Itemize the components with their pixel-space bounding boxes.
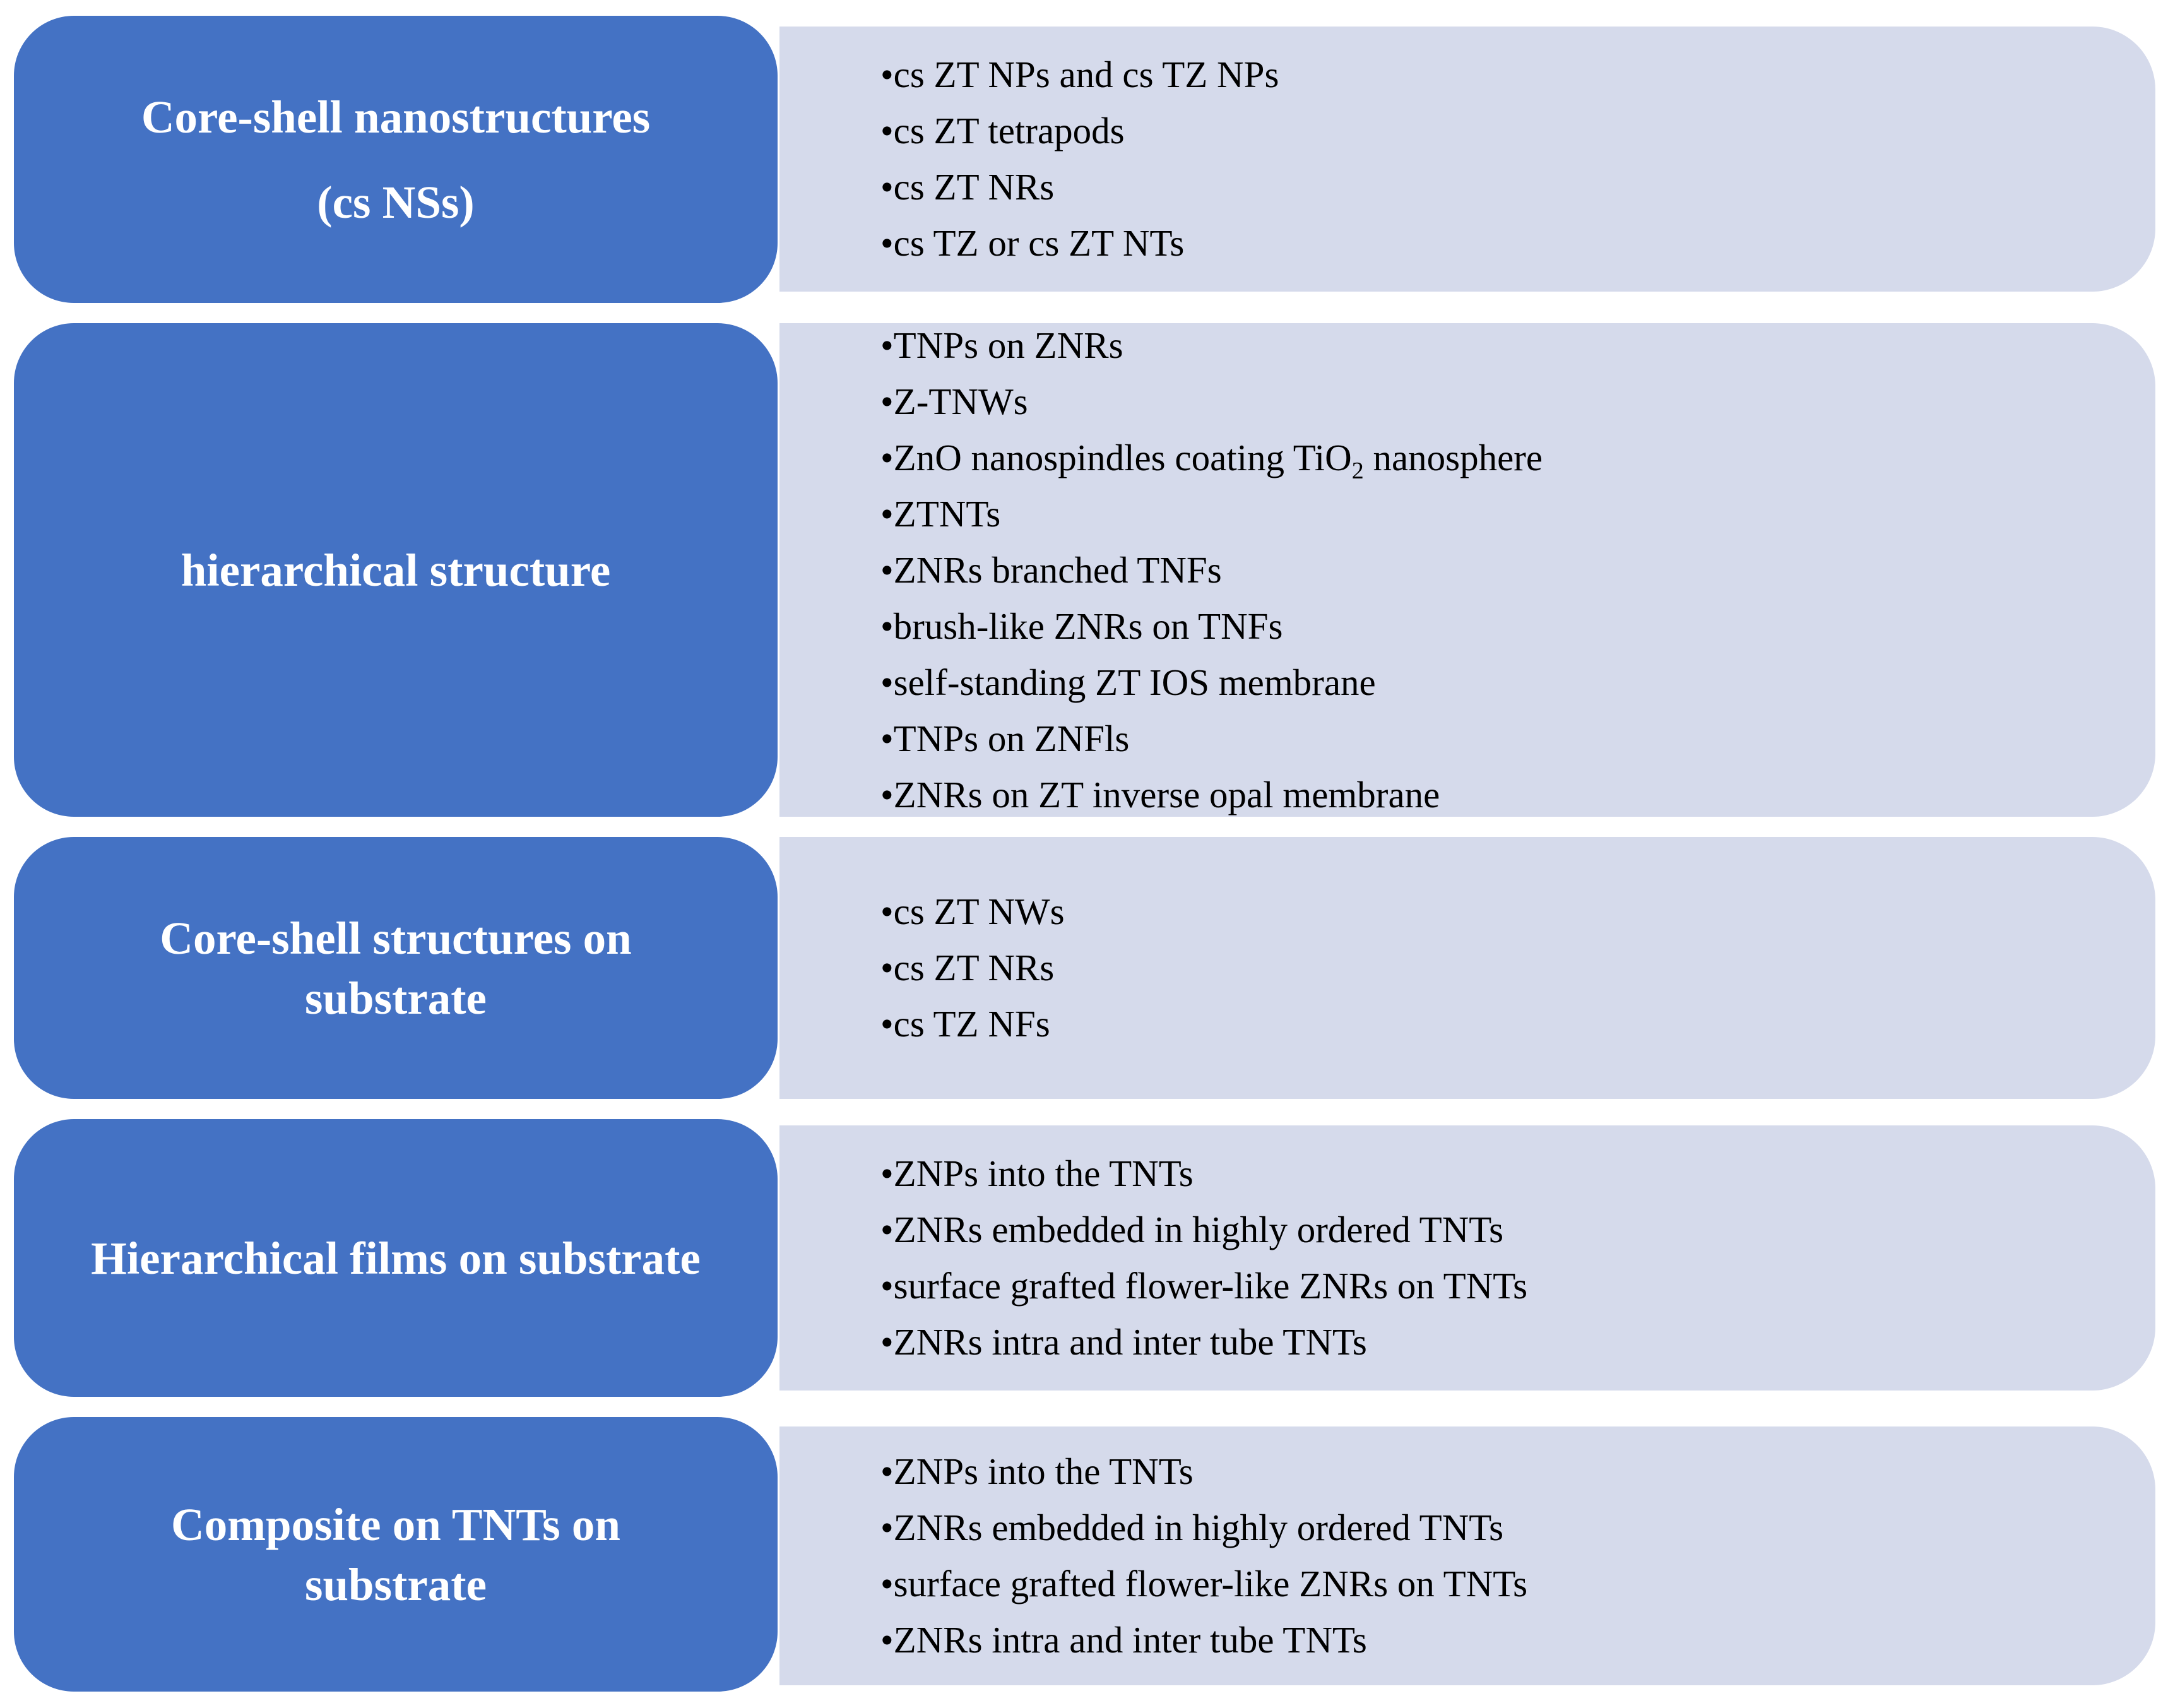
list-item: •ZNRs embedded in highly ordered TNTs <box>880 1500 2155 1556</box>
list-item: •brush-like ZNRs on TNFs <box>880 598 2155 655</box>
list-item: •ZNRs intra and inter tube TNTs <box>880 1314 2155 1370</box>
category-label: Core-shell structures on substrate <box>160 912 632 1024</box>
list-item: •cs TZ or cs ZT NTs <box>880 215 2155 271</box>
list-item: •surface grafted flower-like ZNRs on TNTs <box>880 1258 2155 1314</box>
category-box <box>14 323 778 817</box>
bullet-icon: • <box>880 1507 894 1548</box>
row-composite-on-tnts-on-substrate <box>0 1417 2168 1692</box>
bullet-icon: • <box>880 661 894 703</box>
bullet-icon: • <box>880 222 894 264</box>
list-item: •self-standing ZT IOS membrane <box>880 655 2155 711</box>
bullet-icon: • <box>880 947 894 988</box>
list-item: •ZNPs into the TNTs <box>880 1146 2155 1202</box>
bullet-icon: • <box>880 166 894 208</box>
list-item: •cs ZT NRs <box>880 940 2155 996</box>
bullet-icon: • <box>880 891 894 932</box>
category-box <box>14 837 778 1099</box>
list-item: •ZNRs on ZT inverse opal membrane <box>880 767 2155 823</box>
list-item-tio2: •ZnO nanospindles coating TiO$_2$ nanosphere <box>880 430 2155 486</box>
bullet-icon: • <box>880 436 894 478</box>
bullet-icon: • <box>880 54 894 95</box>
row-core-shell-structures-on-substrate <box>0 837 2168 1099</box>
row-core-shell-nanostructures <box>0 16 2168 303</box>
bullet-icon: • <box>880 1153 894 1194</box>
bullet-icon: • <box>880 1321 894 1363</box>
bullet-icon: • <box>880 110 894 151</box>
category-label: hierarchical structure <box>181 544 611 596</box>
list-item: •cs ZT NRs <box>880 159 2155 215</box>
bullet-icon: • <box>880 1209 894 1250</box>
bullet-icon: • <box>880 605 894 647</box>
list-item: •cs ZT tetrapods <box>880 103 2155 159</box>
list-item: •ZNRs intra and inter tube TNTs <box>880 1612 2155 1668</box>
list-item: •ZNPs into the TNTs <box>880 1444 2155 1500</box>
items-panel <box>779 323 2155 817</box>
items-panel <box>779 1125 2155 1391</box>
bullet-icon: • <box>880 324 894 366</box>
bullet-icon: • <box>880 1265 894 1307</box>
bullet-icon: • <box>880 1619 894 1661</box>
category-box <box>14 1417 778 1692</box>
list-item: •TNPs on ZNFls <box>880 711 2155 767</box>
bullet-icon: • <box>880 1003 894 1045</box>
row-hierarchical-films-on-substrate <box>0 1119 2168 1397</box>
bullet-icon: • <box>880 380 894 422</box>
bullet-icon: • <box>880 492 894 535</box>
list-item: •TNPs on ZNRs <box>880 317 2155 374</box>
items-panel <box>779 837 2155 1099</box>
list-item: •Z-TNWs <box>880 374 2155 430</box>
list-item: •cs TZ NFs <box>880 996 2155 1052</box>
category-label: Core-shell nanostructures (cs NSs) <box>141 91 651 228</box>
category-label: Composite on TNTs on substrate <box>171 1498 620 1610</box>
list-item: •surface grafted flower-like ZNRs on TNTs <box>880 1556 2155 1612</box>
bullet-icon: • <box>880 1450 894 1492</box>
items-panel <box>779 27 2155 292</box>
bullet-icon: • <box>880 1563 894 1604</box>
list-item: •cs ZT NPs and cs TZ NPs <box>880 47 2155 103</box>
category-box <box>14 1119 778 1397</box>
list-item: •ZNRs embedded in highly ordered TNTs <box>880 1202 2155 1258</box>
bullet-icon: • <box>880 549 894 591</box>
list-item: •ZTNTs <box>880 486 2155 542</box>
bullet-icon: • <box>880 773 894 815</box>
row-hierarchical-structure <box>0 323 2168 817</box>
category-box <box>14 16 778 303</box>
list-item: •ZNRs branched TNFs <box>880 542 2155 598</box>
category-label: Hierarchical films on substrate <box>91 1232 701 1284</box>
items-panel <box>779 1426 2155 1685</box>
bullet-icon: • <box>880 717 894 759</box>
list-item: •cs ZT NWs <box>880 884 2155 940</box>
